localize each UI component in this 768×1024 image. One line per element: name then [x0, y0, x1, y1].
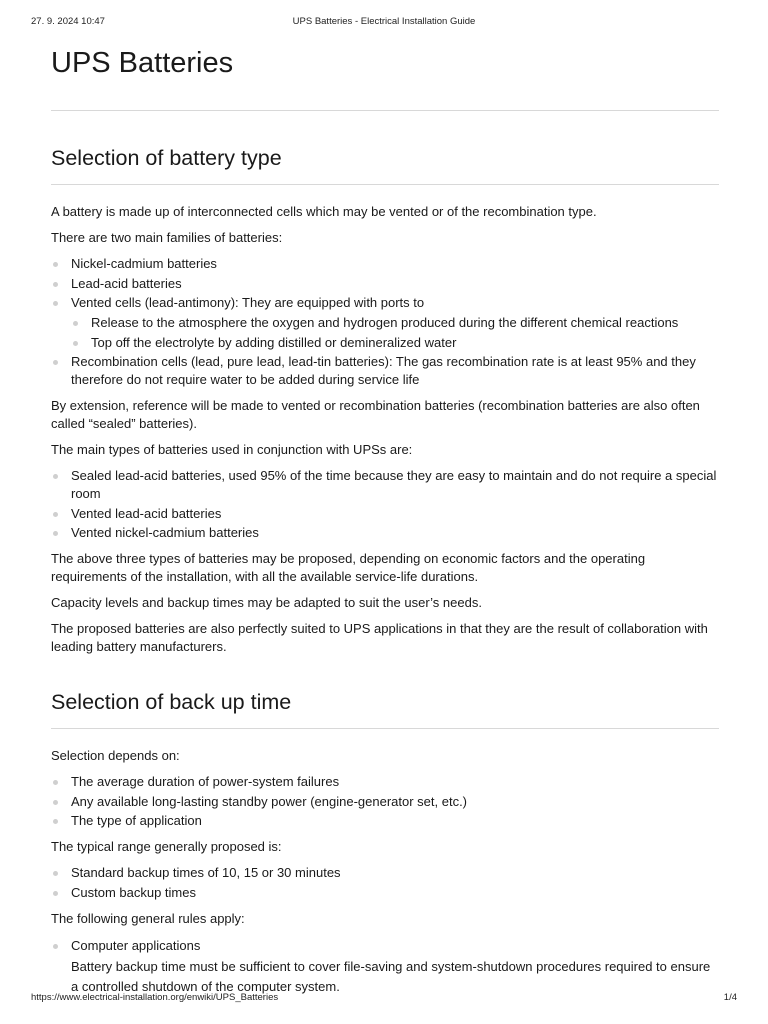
list-item: Lead-acid batteries [51, 275, 719, 293]
paragraph: The proposed batteries are also perfectly suited to UPS applications in that they are the result of collaboration with leading battery manufacturers. [51, 621, 708, 654]
paragraph: Selection depends on: [51, 748, 180, 763]
battery-families-list [51, 255, 719, 389]
vented-cells-sublist [71, 314, 719, 352]
list-item: Vented lead-acid batteries [51, 505, 719, 523]
paragraph: The following general rules apply: [51, 910, 245, 926]
article [51, 44, 719, 998]
paragraph: The above three types of batteries may be proposed, depending on economic factors and the operating requirements of the installation, with all the available service-life durations. [51, 551, 646, 584]
list-item: Vented nickel-cadmium batteries [51, 524, 719, 542]
section-heading-battery-type: Selection of battery type [51, 144, 719, 185]
list-item: Recombination cells (lead, pure lead, lead-tin batteries): The gas recombination rate is at least 95% and they therefore do not require water to be added during service life [51, 353, 719, 389]
list-item [51, 937, 719, 997]
sublist-item: Top off the electrolyte by adding distilled or demineralized water [71, 334, 719, 352]
list-item: Any available long-lasting standby power (engine-generator set, etc.) [51, 793, 719, 811]
section-heading-backup-time: Selection of back up time [51, 688, 719, 729]
print-title: UPS Batteries - Electrical Installation Guide [292, 16, 476, 27]
list-item: The average duration of power-system failures [51, 773, 719, 791]
backup-range-list [51, 864, 719, 902]
list-item: The type of application [51, 812, 719, 830]
list-item: Custom backup times [51, 884, 719, 902]
list-item: Sealed lead-acid batteries, used 95% of the time because they are easy to maintain and do not require a special room [51, 467, 719, 503]
paragraph: There are two main families of batteries: [51, 230, 283, 245]
battery-types-list [51, 467, 719, 542]
list-item: Standard backup times of 10, 15 or 30 minutes [51, 864, 719, 882]
page-title: UPS Batteries [51, 44, 719, 111]
paragraph: By extension, reference will be made to vented or recombination batteries (recombination batteries are also often called “sealed” batteries). [51, 398, 700, 431]
sublist-item: Release to the atmosphere the oxygen and hydrogen produced during the different chemical reactions [71, 314, 719, 332]
print-header [31, 16, 737, 30]
source-url: https://www.electrical-installation.org/enwiki/UPS_Batteries [31, 992, 279, 1003]
paragraph: Capacity levels and backup times may be adapted to suit the user’s needs. [51, 595, 482, 610]
list-item-note: Battery backup time must be sufficient to cover file-saving and system-shutdown procedures required to ensure a controlled shutdown of the computer system. [71, 958, 711, 994]
print-footer [31, 992, 737, 1006]
list-item: Nickel-cadmium batteries [51, 255, 719, 273]
selection-factors-list [51, 773, 719, 830]
paragraph: The main types of batteries used in conjunction with UPSs are: [51, 442, 413, 457]
page-number: 1/4 [723, 992, 737, 1003]
list-item [51, 294, 719, 352]
list-item-text: Vented cells (lead-antimony): They are equipped with ports to [71, 295, 425, 310]
print-date: 27. 9. 2024 10:47 [31, 16, 105, 27]
general-rules-list [51, 937, 719, 997]
paragraph: A battery is made up of interconnected cells which may be vented or of the recombination type. [51, 204, 597, 219]
list-item-text: Computer applications [71, 937, 201, 953]
paragraph: The typical range generally proposed is: [51, 839, 282, 854]
